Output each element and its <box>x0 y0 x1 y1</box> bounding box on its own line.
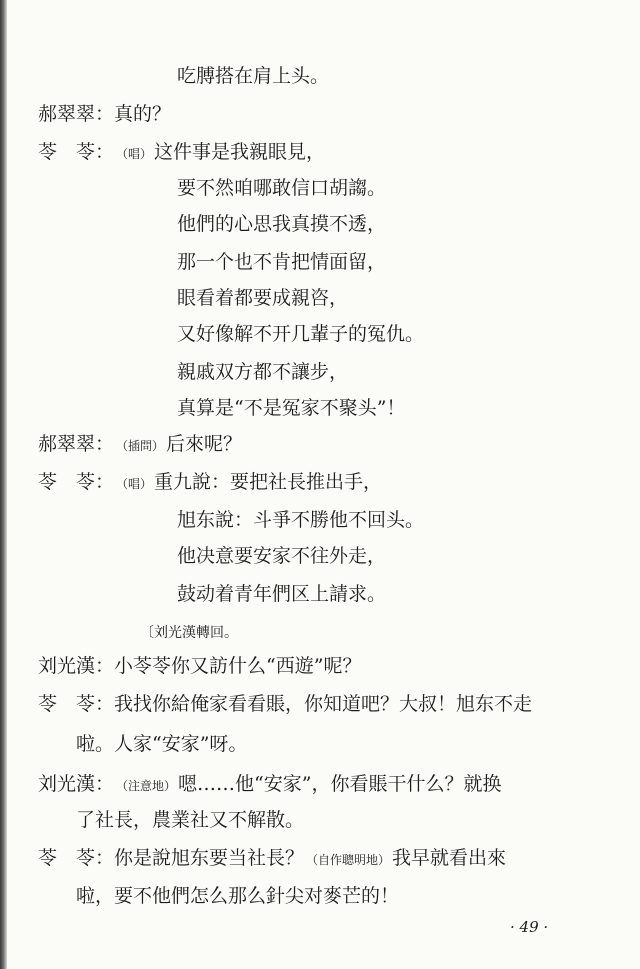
speaker-name: 苓 苓： <box>38 471 115 493</box>
verse-line <box>177 508 424 532</box>
verse-line <box>177 250 386 274</box>
line-text: 真算是“不是冤家不聚头”！ <box>177 397 406 419</box>
continuation-line <box>76 884 399 908</box>
line-text: 旭东說：斗爭不勝他不回头。 <box>177 509 425 531</box>
line-text: 我早就看出來 <box>392 847 507 869</box>
line-text: 要不然咱哪敢信口胡謅。 <box>177 177 387 199</box>
line-text: 这件事是我親眼見， <box>154 141 326 163</box>
stage-direction: （注意地） <box>116 779 177 793</box>
line-text: 小苓苓你又訪什么“西遊”呢？ <box>114 655 362 677</box>
line-text: 鼓动着青年們区上請求。 <box>177 583 387 605</box>
line-text: 你是說旭东要当社長？ <box>114 847 305 869</box>
verse-line <box>177 286 348 310</box>
line-text: 吃膊搭在肩上头。 <box>177 65 330 87</box>
stage-direction: （插問） <box>116 439 165 453</box>
verse-line <box>177 544 386 568</box>
line-text: 我找你給俺家看看賬，你知道吧？大叔！旭东不走 <box>114 693 533 715</box>
dialogue-line <box>38 140 325 166</box>
speaker-name: 郝翠翠： <box>38 433 115 455</box>
stage-note <box>140 621 238 645</box>
stage-direction: （自作聰明地） <box>306 853 391 867</box>
verse-line <box>177 360 348 384</box>
line-text: 又好像解不开几輩子的冤仇。 <box>177 323 425 345</box>
line-text: 真的？ <box>114 103 172 125</box>
dialogue-line <box>38 432 242 458</box>
verse-line <box>177 176 386 200</box>
line-text: 〔刘光漢轉回。 <box>140 625 238 641</box>
line-text: 眼看着都要成親咨， <box>177 287 349 309</box>
stage-direction: （唱） <box>116 147 153 161</box>
verse-line <box>177 64 329 88</box>
dialogue-line <box>38 654 361 678</box>
line-text: 嗯……他“安家”，你看賬干什么？就换 <box>178 773 502 795</box>
speaker-name: 郝翠翠： <box>38 103 115 125</box>
verse-line <box>177 582 386 606</box>
verse-line <box>177 322 424 346</box>
line-text: 親戚双方都不讓步， <box>177 361 349 383</box>
dialogue-line <box>38 470 382 496</box>
continuation-line <box>76 732 247 756</box>
line-text: 重九說：要把社長推出手， <box>154 471 383 493</box>
speaker-name: 苓 苓： <box>38 693 115 715</box>
line-text: 那一个也不肯把情面留， <box>177 251 387 273</box>
line-text: 啦，要不他們怎么那么針尖对麥芒的！ <box>76 885 400 907</box>
line-text: 啦。人家“安家”呀。 <box>76 733 248 755</box>
line-text: 他决意要安家不往外走， <box>177 545 387 567</box>
dialogue-line <box>38 692 532 716</box>
verse-line <box>177 212 386 236</box>
continuation-line <box>76 808 304 832</box>
dialogue-line <box>38 846 506 872</box>
verse-line <box>177 396 405 420</box>
dialogue-line <box>38 102 171 126</box>
dialogue-line <box>38 772 501 798</box>
speaker-name: 苓 苓： <box>38 141 115 163</box>
speaker-name: 刘光漢： <box>38 655 115 677</box>
stage-direction: （唱） <box>116 477 153 491</box>
speaker-name: 刘光漢： <box>38 773 115 795</box>
page-number: · 49 · <box>510 918 549 936</box>
speaker-name: 苓 苓： <box>38 847 115 869</box>
line-text: 他們的心思我真摸不透， <box>177 213 387 235</box>
line-text: 了社長，農業社又不解散。 <box>76 809 305 831</box>
line-text: 后來呢？ <box>166 433 243 455</box>
